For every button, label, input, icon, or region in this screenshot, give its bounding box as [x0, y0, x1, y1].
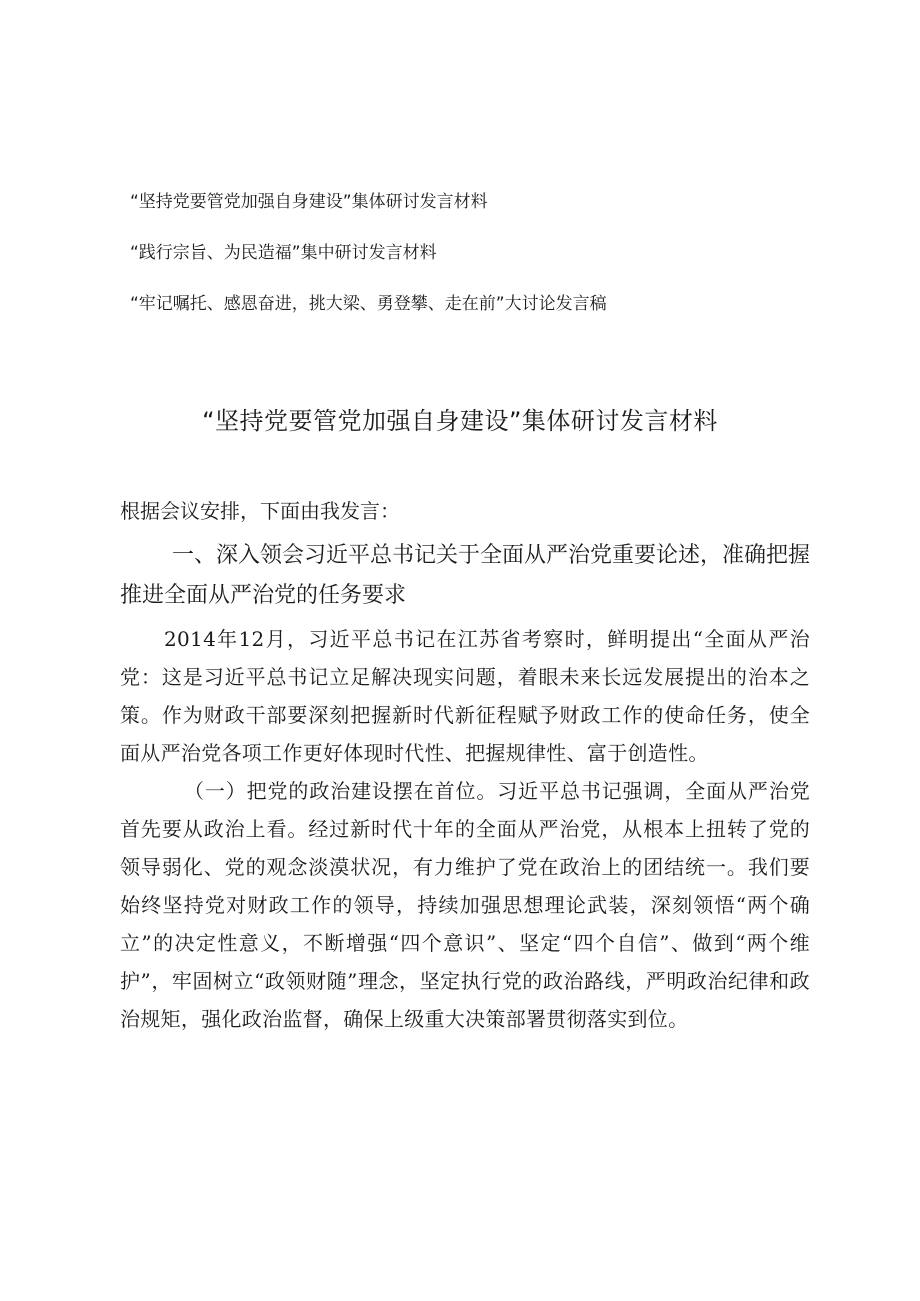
document-body — [120, 492, 810, 1038]
toc-item: “坚持党要管党加强自身建设”集体研讨发言材料 — [130, 192, 488, 212]
section-heading: 一、深入领会习近平总书记关于全面从严治党重要论述，准确把握推进全面从严治党的任务要求 — [120, 543, 811, 608]
document-title: “坚持党要管党加强自身建设”集体研讨发言材料 — [202, 407, 718, 435]
body-paragraph: 2014年12月，习近平总书记在江苏省考察时，鲜明提出“全面从严治党：这是习近平总书记立足解决现实问题，着眼未来长远发展提出的治本之策。作为财政干部要深刻把握新时代新征程赋予财政工作的使命任务，使全面从严治党各项工作更好体现时代性、把握规律性、富于创造性。 — [120, 627, 810, 765]
toc-item: “牢记嘱托、感恩奋进，挑大梁、勇登攀、走在前”大讨论发言稿 — [130, 294, 607, 314]
table-of-contents — [130, 188, 850, 341]
intro-paragraph: 根据会议安排，下面由我发言： — [120, 499, 400, 523]
toc-item: “践行宗旨、为民造福”集中研讨发言材料 — [130, 243, 437, 263]
body-paragraph: （一）把党的政治建设摆在首位。习近平总书记强调，全面从严治党首先要从政治上看。经过新时代十年的全面从严治党，从根本上扭转了党的领导弱化、党的观念淡漠状况，有力维护了党在政治上的团结统一。我们要始终坚持党对财政工作的领导，持续加强思想理论武装，深刻领悟“两个确立”的决定性意义，不断增强“四个意识”、坚定“四个自信”、做到“两个维护”，牢固树立“政领财随”理念，坚定执行党的政治路线，严明政治纪律和政治规矩，强化政治监督，确保上级重大决策部署贯彻落实到位。 — [120, 779, 810, 1031]
